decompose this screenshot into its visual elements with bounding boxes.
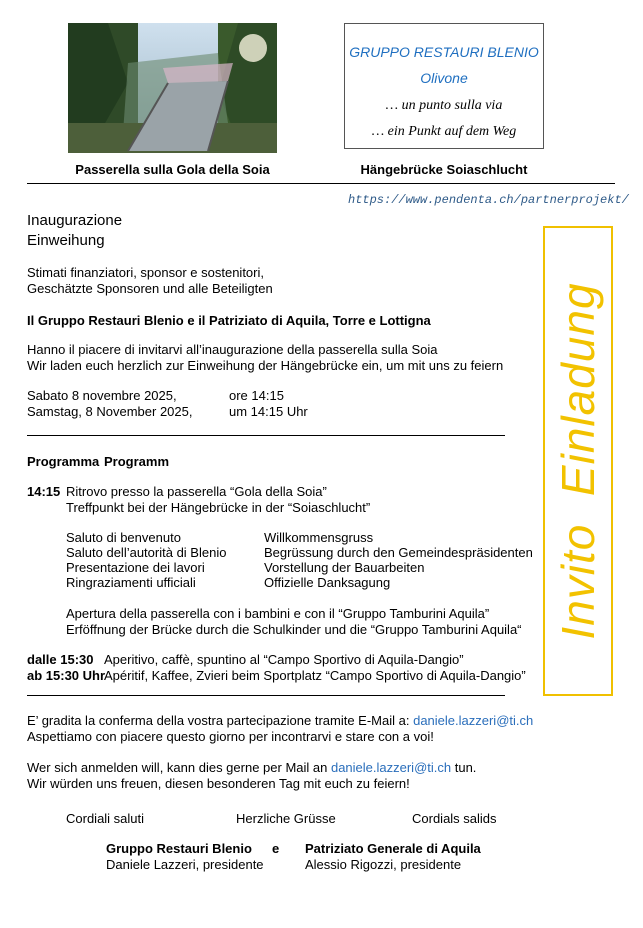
motto-it: … un punto sulla via xyxy=(385,98,503,113)
banner-text: Invito Einladung xyxy=(552,282,604,640)
signature-and: e xyxy=(272,841,280,856)
program-meeting-it: Ritrovo presso la passerella “Gola della Soia” xyxy=(66,484,327,499)
program-item-de: Begrüssung durch den Gemeindespräsidenten xyxy=(264,545,533,560)
time-it: ore 14:15 xyxy=(229,388,284,403)
program-opening-it: Apertura della passerella con i bambini e con il “Gruppo Tamburini Aquila” xyxy=(66,606,490,621)
program-heading-it: Programma xyxy=(27,454,100,469)
invitation-it: Hanno il piacere di invitarvi all’inaugurazione della passerella sulla Soia xyxy=(27,342,438,357)
org-name: GRUPPO RESTAURI BLENIO xyxy=(349,44,539,60)
date-de: Samstag, 8 November 2025, xyxy=(27,404,193,419)
program-time-2-it: dalle 15:30 xyxy=(27,652,94,667)
invitation-de: Wir laden euch herzlich zur Einweihung der Hängebrücke ein, um mit uns zu feiern xyxy=(27,358,504,373)
closing-de: Herzliche Grüsse xyxy=(236,811,336,826)
title-it: Inaugurazione xyxy=(27,212,123,229)
date-it: Sabato 8 novembre 2025, xyxy=(27,388,177,403)
program-aperitif-de: Apéritif, Kaffee, Zvieri beim Sportplatz “Campo Sportivo di Aquila-Dangio” xyxy=(104,668,526,683)
program-opening-de: Erföffnung der Brücke durch die Schulkinder und die “Gruppo Tamburini Aquila“ xyxy=(66,622,522,637)
signature-org-1: Gruppo Restauri Blenio xyxy=(106,841,252,856)
program-time-1: 14:15 xyxy=(27,484,61,499)
divider xyxy=(27,695,505,696)
rsvp-it: E’ gradita la conferma della vostra partecipazione tramite E-Mail a: daniele.lazzeri@ti.ch xyxy=(27,713,534,728)
photo-caption: Passerella sulla Gola della Soia xyxy=(75,162,270,177)
organizers: Il Gruppo Restauri Blenio e il Patriziato di Aquila, Torre e Lottigna xyxy=(27,313,431,328)
time-de: um 14:15 Uhr xyxy=(229,404,308,419)
divider xyxy=(27,435,505,436)
greeting-de: Geschätzte Sponsoren und alle Beteiligten xyxy=(27,281,273,296)
closing-it: Cordiali saluti xyxy=(66,811,145,826)
program-item-de: Offizielle Danksagung xyxy=(264,575,391,590)
signature-person-1: Daniele Lazzeri, presidente xyxy=(106,857,264,872)
header-caption: Hängebrücke Soiaschlucht xyxy=(360,162,528,177)
motto-de: … ein Punkt auf dem Weg xyxy=(371,124,517,139)
bridge-photo xyxy=(68,23,277,153)
program-item-de: Willkommensgruss xyxy=(264,530,374,545)
program-meeting-de: Treffpunkt bei der Hängebrücke in der “Soiaschlucht” xyxy=(66,500,371,515)
invitation-banner xyxy=(543,226,613,696)
program-heading-de: Programm xyxy=(104,454,170,469)
title-de: Einweihung xyxy=(27,232,105,249)
program-item-de: Vorstellung der Bauarbeiten xyxy=(264,560,425,575)
email-link[interactable]: daniele.lazzeri@ti.ch xyxy=(413,713,534,728)
program-item-it: Presentazione dei lavori xyxy=(66,560,205,575)
rsvp-de-line2: Wir würden uns freuen, diesen besonderen Tag mit euch zu feiern! xyxy=(27,776,410,791)
divider xyxy=(27,183,615,184)
program-time-2-de: ab 15:30 Uhr xyxy=(27,668,106,683)
closing-rm: Cordials salids xyxy=(412,811,497,826)
org-location: Olivone xyxy=(420,70,468,86)
signature-person-2: Alessio Rigozzi, presidente xyxy=(305,857,462,872)
greeting-it: Stimati finanziatori, sponsor e sostenitori, xyxy=(27,265,264,280)
rsvp-de: Wer sich anmelden will, kann dies gerne per Mail an daniele.lazzeri@ti.ch tun. xyxy=(27,760,477,775)
partner-link[interactable]: https://www.pendenta.ch/partnerprojekt/ xyxy=(348,193,629,207)
program-item-it: Ringraziamenti ufficiali xyxy=(66,575,196,590)
rsvp-it-line2: Aspettiamo con piacere questo giorno per incontrarvi e stare con a voi! xyxy=(27,729,434,744)
program-item-it: Saluto dell’autorità di Blenio xyxy=(66,545,227,560)
organization-box xyxy=(344,23,544,149)
program-aperitif-it: Aperitivo, caffè, spuntino al “Campo Sportivo di Aquila-Dangio” xyxy=(104,652,464,667)
signature-org-2: Patriziato Generale di Aquila xyxy=(305,841,481,856)
program-item-it: Saluto di benvenuto xyxy=(66,530,181,545)
email-link[interactable]: daniele.lazzeri@ti.ch xyxy=(330,760,452,775)
